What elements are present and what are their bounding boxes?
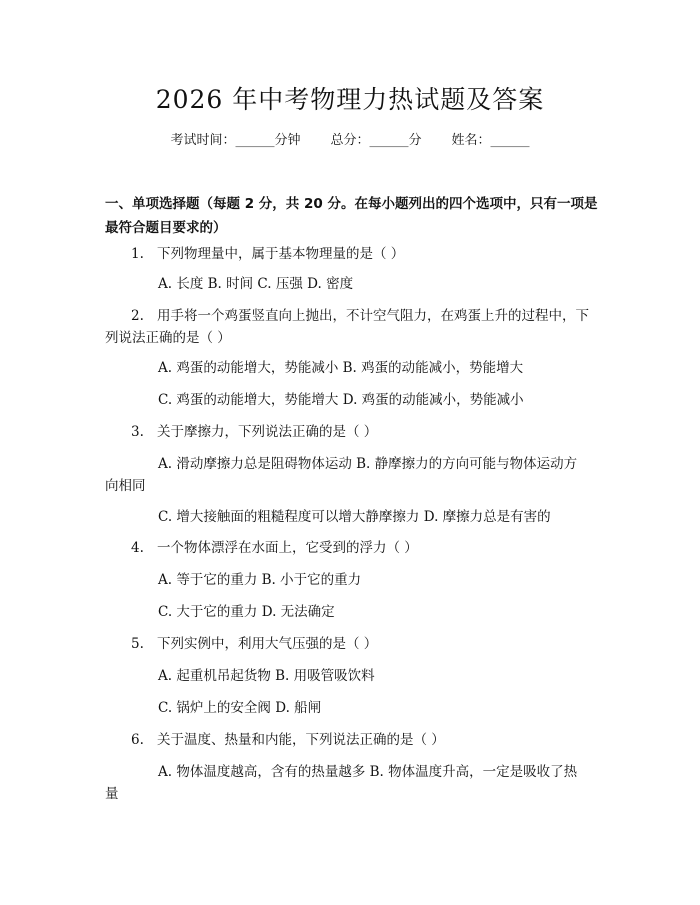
exam-meta — [0, 131, 700, 151]
question-number: 6. — [131, 732, 144, 748]
question-stem — [131, 306, 589, 326]
question-stem — [131, 634, 377, 654]
question-options-continued: 量 — [105, 786, 119, 802]
question-text: 关于温度、热量和内能，下列说法正确的是（ ） — [157, 732, 445, 748]
question-options: C. 锅炉上的安全阀 D. 船闸 — [158, 700, 322, 716]
question-number: 1. — [131, 246, 144, 262]
question-options: A. 起重机吊起货物 B. 用吸管吸饮料 — [158, 668, 375, 684]
question-options: C. 增大接触面的粗糙程度可以增大静摩擦力 D. 摩擦力总是有害的 — [158, 509, 551, 525]
question-stem — [131, 538, 418, 558]
question-options: A. 鸡蛋的动能增大，势能减小 B. 鸡蛋的动能减小，势能增大 — [158, 360, 524, 376]
student-name-field: 姓名：______ — [451, 133, 530, 148]
question-options: A. 物体温度越高，含有的热量越多 B. 物体温度升高，一定是吸收了热 — [158, 764, 578, 780]
question-text: 关于摩擦力，下列说法正确的是（ ） — [157, 424, 378, 440]
question-options: A. 等于它的重力 B. 小于它的重力 — [158, 572, 362, 588]
question-options-continued: 向相同 — [105, 478, 146, 494]
question-number: 5. — [131, 636, 144, 652]
page-title: 2026 年中考物理力热试题及答案 — [155, 85, 545, 114]
section-heading: 一、单项选择题（每题 2 分，共 20 分。在每小题列出的四个选项中，只有一项是最符合题目要求的） — [105, 196, 598, 236]
question-stem — [131, 422, 377, 442]
total-score-field: 总分：______分 — [330, 133, 422, 148]
question-text-continued: 列说法正确的是（ ） — [105, 330, 231, 346]
question-text: 下列物理量中，属于基本物理量的是（ ） — [157, 246, 405, 262]
question-options: C. 鸡蛋的动能增大，势能增大 D. 鸡蛋的动能减小，势能减小 — [158, 392, 524, 408]
question-number: 2. — [131, 308, 144, 324]
question-options: A. 长度 B. 时间 C. 压强 D. 密度 — [158, 276, 354, 292]
question-text: 用手将一个鸡蛋竖直向上抛出，不计空气阻力，在鸡蛋上升的过程中，下 — [157, 308, 589, 324]
question-text: 一个物体漂浮在水面上，它受到的浮力（ ） — [157, 540, 418, 556]
question-number: 3. — [131, 424, 144, 440]
question-options: A. 滑动摩擦力总是阻碍物体运动 B. 静摩擦力的方向可能与物体运动方 — [158, 456, 578, 472]
question-stem — [131, 730, 445, 750]
question-stem — [131, 244, 404, 264]
question-number: 4. — [131, 540, 144, 556]
question-options: C. 大于它的重力 D. 无法确定 — [158, 604, 335, 620]
question-text: 下列实例中，利用大气压强的是（ ） — [157, 636, 378, 652]
exam-time-field: 考试时间：______分钟 — [170, 133, 301, 148]
